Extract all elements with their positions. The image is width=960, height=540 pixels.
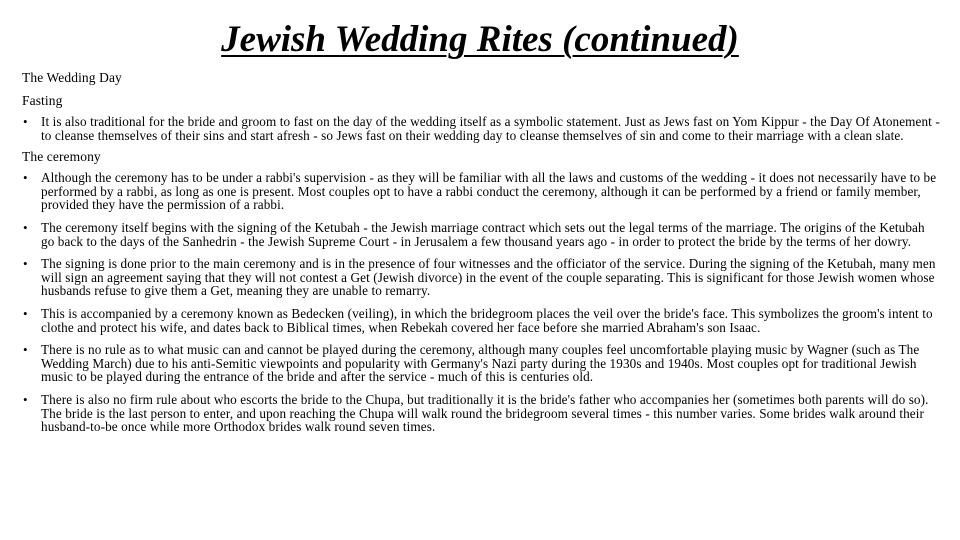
bullet-text: This is accompanied by a ceremony known as Bedecken (veiling), in which the bridegroom places the veil over the bride's face. This symbolizes the groom's intent to clothe and protect his wife, and dates back to Biblical times, when Rebekah covered her face before she married Abraham's son Isaac. bbox=[41, 305, 933, 335]
list-item bbox=[22, 393, 940, 434]
heading-wedding-day: The Wedding Day bbox=[22, 70, 122, 85]
bullet-text: It is also traditional for the bride and groom to fast on the day of the wedding itself as a symbolic statement. Just as Jews fast on Yom Kippur - the Day Of Atonement - to cleanse themselves of their sins and start afresh - so Jews fast on their wedding day to cleanse themselves of sin and come to their marriage with a clean slate. bbox=[41, 114, 940, 143]
heading-fasting: Fasting bbox=[22, 93, 63, 108]
bullet-text: There is no rule as to what music can and cannot be played during the ceremony, although many couples feel uncomfortable playing music by Wagner (such as The Wedding March) due to his anti-Semitic viewpoints and popularity with Germany's Nazi party during the 1930s and 1940s. Most couples opt for traditional Jewish music to be played during the entrance of the bride and after the service - much of this is centuries old. bbox=[41, 342, 920, 385]
bullet-text: The ceremony itself begins with the signing of the Ketubah - the Jewish marriage contract which sets out the legal terms of the marriage. The origins of the Ketubah go back to the days of the Sanhedrin - the Jewish Supreme Court - in Jerusalem a few thousand years ago - in order to protect the bride by the terms of her dowry. bbox=[41, 219, 925, 249]
fasting-list bbox=[22, 115, 940, 142]
list-item bbox=[22, 257, 940, 298]
bullet-icon: • bbox=[23, 170, 28, 186]
list-item bbox=[22, 115, 940, 142]
bullet-text: There is also no firm rule about who escorts the bride to the Chupa, but traditionally it is the bride's father who accompanies her (sometimes both parents will do so). The bride is the last person to enter, and upon reaching the Chupa will walk round the bridegroom several times - this number varies. Some brides walk around their husband-to-be once while more Orthodox brides walk round seven times. bbox=[41, 391, 929, 435]
list-item bbox=[22, 221, 940, 248]
bullet-icon: • bbox=[23, 114, 28, 129]
bullet-icon: • bbox=[23, 256, 28, 272]
bullet-icon: • bbox=[23, 305, 28, 321]
slide-content bbox=[22, 66, 940, 443]
bullet-icon: • bbox=[23, 219, 28, 235]
list-item bbox=[22, 307, 940, 334]
bullet-text: Although the ceremony has to be under a rabbi's supervision - as they will be familiar with all the laws and customs of the wedding - it does not necessarily have to be performed by a rabbi, as long as one is present. Most couples opt to have a rabbi conduct the ceremony, although it can be performed by a friend or family member, provided they have the permission of a rabbi. bbox=[41, 170, 937, 213]
heading-ceremony: The ceremony bbox=[22, 149, 101, 165]
slide-title: Jewish Wedding Rites (continued) bbox=[221, 19, 739, 60]
bullet-icon: • bbox=[23, 342, 28, 358]
ceremony-list bbox=[22, 171, 940, 434]
list-item bbox=[22, 171, 940, 212]
bullet-text: The signing is done prior to the main ceremony and is in the presence of four witnesses and the officiator of the service. During the signing of the Ketubah, many men will sign an agreement saying that they will not contest a Get (Jewish divorce) in the event of the couple separating. This is significant for those Jewish women whose husbands refuse to give them a Get, meaning they are unable to remarry. bbox=[41, 256, 936, 299]
list-item bbox=[22, 343, 940, 384]
bullet-icon: • bbox=[23, 391, 28, 407]
